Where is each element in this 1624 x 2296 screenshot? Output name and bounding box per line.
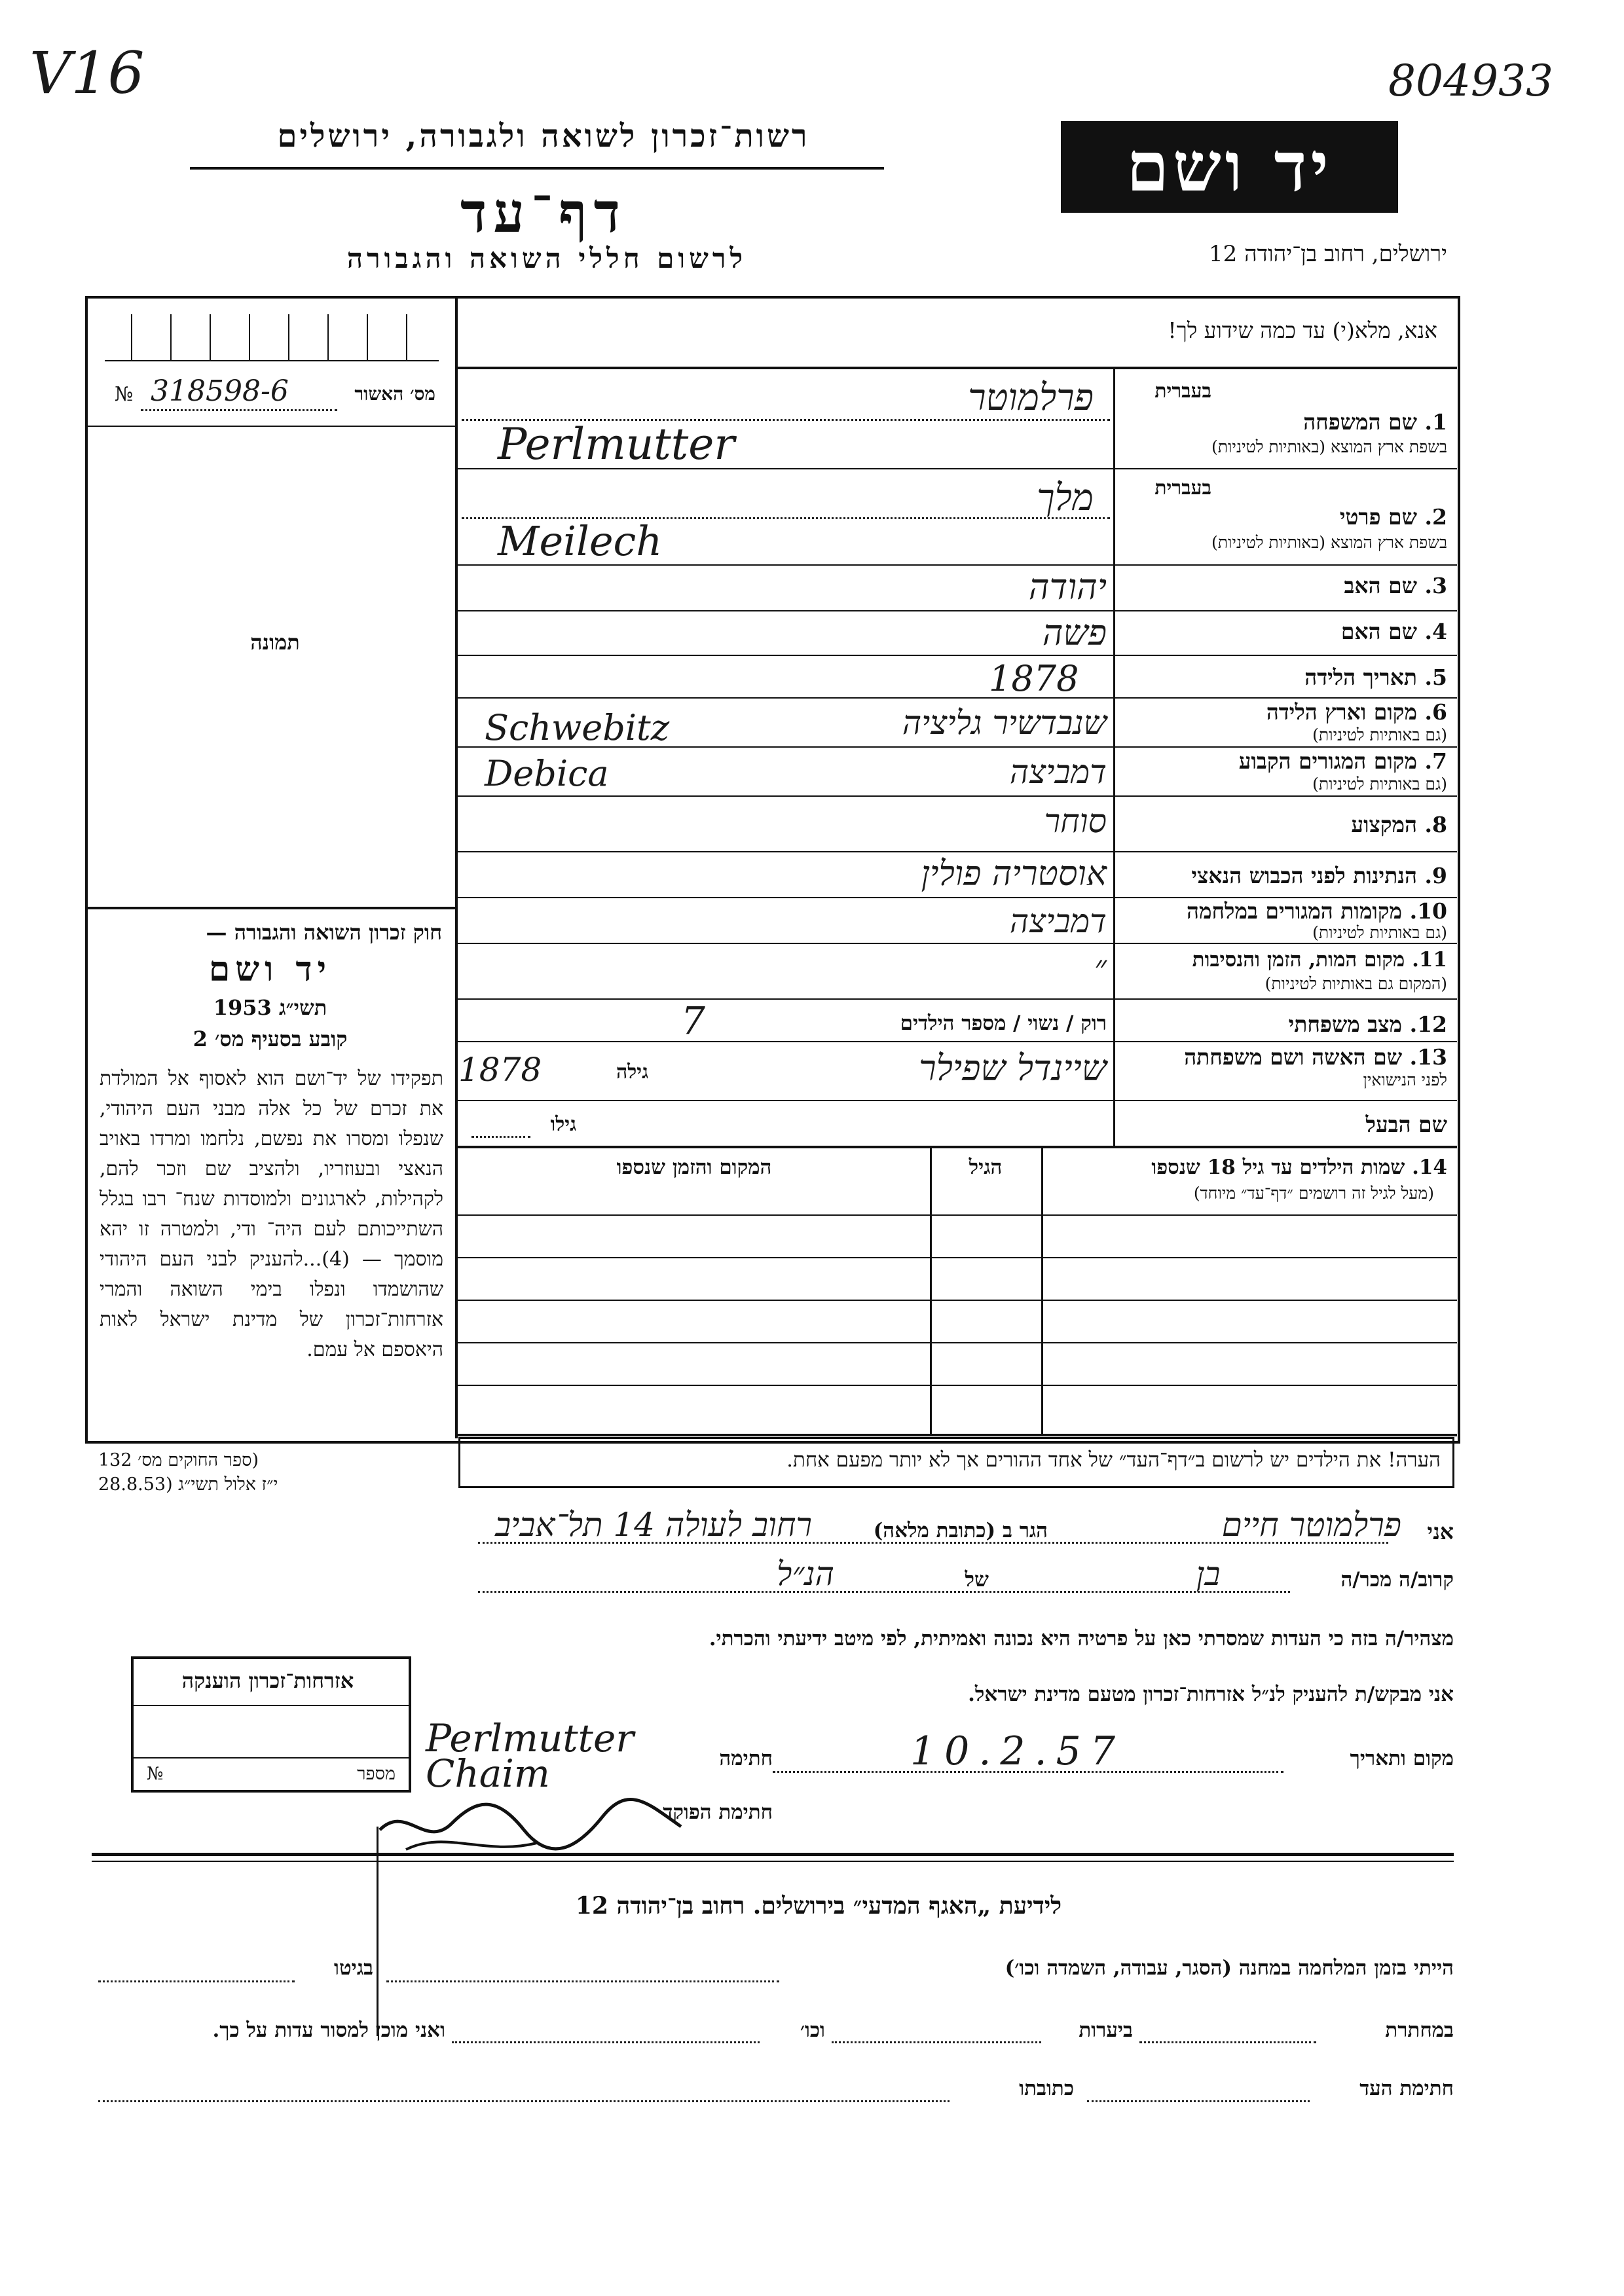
field-13-value: שיינדל שפילר	[919, 1048, 1107, 1089]
bottom-address-label: כתובתו	[1019, 2077, 1074, 2100]
children-hint: (מעל לגיל זה רושמים ״דף־עד״ מיוחד)	[1193, 1184, 1434, 1203]
field-2-hebrew-tag: בעברית	[1154, 477, 1211, 500]
field-8-label	[1120, 812, 1447, 838]
field-6-label	[1120, 699, 1447, 725]
photo-label: תמונה	[250, 630, 300, 655]
tick-strip	[105, 301, 439, 361]
field-3-num: 3.	[1424, 573, 1447, 598]
bottom-testify-label: ואני מוכן למסור עדות על כך.	[212, 2018, 445, 2042]
bottom-etc-label: וכו׳	[800, 2018, 825, 2042]
header-address: ירושלים, רחוב בן־יהודה 12	[1209, 241, 1447, 267]
field-3-label-text: שם האב	[1344, 573, 1418, 598]
field-13-age-label: גילה	[616, 1061, 648, 1084]
decl-request: אני מבקש/ת להעניק לנ״ל אזרחות־זכרון מטעם מדינת ישראל.	[968, 1683, 1454, 1706]
corner-mark-left: V16	[29, 39, 145, 107]
field-12-options: רוק / נשוי / מספר הילדים	[900, 1011, 1107, 1035]
bottom-forests-label: ביערות	[1079, 2018, 1133, 2042]
field-10-hint: (גם באותיות לטיניות)	[1312, 923, 1447, 942]
field-7-value-latin: Debica	[485, 753, 609, 794]
field-4-label	[1120, 619, 1447, 645]
decl-address-label: הגר ב (כתובת מלאה)	[873, 1519, 1048, 1542]
field-1-value-latin: Perlmutter	[498, 419, 735, 469]
field-13-label	[1120, 1044, 1447, 1070]
officer-signature-label: חתימת הפוקד	[663, 1800, 773, 1824]
decl-of-value: הנ״ל	[777, 1555, 834, 1593]
field-1-num: 1.	[1424, 409, 1447, 435]
bottom-camp-label: הייתי בזמן המלחמה במחנה (הסגר, עבודה, השמדה וכו׳)	[1005, 1956, 1454, 1980]
decl-signature-label: חתימה	[719, 1747, 773, 1770]
field-8-value: סוחר	[1044, 802, 1107, 840]
field-2-label-text: שם פרטי	[1339, 504, 1418, 530]
field-4-num: 4.	[1424, 619, 1447, 644]
intro-text: אנא, מלא(י) עד כמה שידוע לך!	[1168, 318, 1437, 343]
corner-mark-right: 804933	[1388, 56, 1553, 106]
children-place-header: המקום והזמן שנספו	[616, 1156, 772, 1179]
reg-number-prefix: №	[115, 383, 134, 406]
field-12-label	[1120, 1011, 1447, 1038]
field-1-hebrew-tag: בעברית	[1154, 380, 1211, 403]
field-1-label	[1172, 409, 1447, 435]
form-subtitle: לרשום חללי השואה והגבורה	[346, 242, 747, 274]
field-6-num: 6.	[1424, 699, 1447, 725]
form-title: דף־עד	[460, 180, 627, 245]
field-9-value: אוסטריה פולין	[921, 854, 1107, 894]
decl-signature-value: Perlmutter Chaim	[426, 1716, 635, 1796]
field-2-value-latin: Meilech	[498, 517, 663, 565]
law-clause: קובע בסעיף מס׳ 2	[193, 1027, 348, 1051]
bottom-ghetto-label: בגיטו	[334, 1956, 373, 1980]
field-13-hint: לפני הנישואין	[1363, 1070, 1447, 1089]
field-1-value-hebrew: פרלמוטר	[968, 376, 1094, 419]
law-year: תשי״ג 1953	[213, 995, 327, 1020]
field-4-label-text: שם האם	[1340, 619, 1418, 644]
yad-vashem-logo: יד ושם	[1061, 121, 1398, 213]
field-5-label-text: תאריך הלידה	[1304, 665, 1418, 690]
field-9-label	[1120, 863, 1447, 889]
field-1-hint: בשפת ארץ המוצא (באותיות לטיניות)	[1211, 437, 1447, 456]
field-3-value: יהודה	[1028, 566, 1107, 608]
field-1-label-text: שם המשפחה	[1303, 409, 1418, 435]
children-age-header: הגיל	[969, 1156, 1003, 1179]
citizenship-box-title: אזרחות־זכרון הוענקה	[181, 1668, 354, 1693]
field-8-label-text: המקצוע	[1351, 812, 1418, 837]
citizenship-box-number-label: מספר	[357, 1764, 396, 1784]
field-2-num: 2.	[1424, 504, 1447, 530]
field-10-value: דמביצה	[1009, 902, 1107, 940]
field-2-value-hebrew: מלך	[1037, 477, 1094, 519]
field-6-value-latin: Schwebitz	[485, 707, 670, 748]
field-11-value: ״	[1094, 948, 1107, 986]
law-text: תפקידו של יד־ושם הוא לאסוף אל המולדת את זכרם של כל אלה מבני העם היהודי, שנפלו ומסרו את נפשם, נלחמו ומרדו באויב הנאצי ובעוזריו, ולהציב שם וזכר להם, לקהילות, לארגונים ולמוסדות שנח־ רבו בגלל השתייכותם לעם היה־ ודי, ולמטרה זו יהא מוסמך — (4)...להעניק לבני העם היהודי שהושמדו ונפלו בימי השואה והמרי אזרחות־זכרון של מדינת ישראל לאות היאספם אל עמם.	[100, 1067, 444, 1361]
field-12-label-text: מצב משפחתי	[1288, 1011, 1403, 1037]
decl-place-date-label: מקום ותאריך	[1350, 1747, 1454, 1770]
field-13-age-value: 1878	[458, 1051, 542, 1089]
reg-number-value: 318598-6	[151, 374, 289, 408]
field-11-label-text: מקום המות, הזמן והנסיבות	[1192, 948, 1405, 972]
bottom-title: לידיעת „האגף המדעי״ בירושלים. רחוב בן־יהודה 12	[575, 1892, 1062, 1920]
field-12-value: 7	[681, 998, 705, 1043]
field-3-label	[1120, 573, 1447, 599]
field-4-value: פשה	[1042, 612, 1107, 653]
field-9-num: 9.	[1424, 863, 1447, 888]
field-10-label	[1120, 898, 1447, 924]
decl-relation-value: בן	[1196, 1555, 1221, 1593]
citizenship-box-prefix: №	[147, 1764, 164, 1784]
bottom-underground-label: במחתרת	[1385, 2018, 1454, 2042]
decl-of-label: של	[965, 1568, 989, 1592]
field-11-num: 11.	[1412, 948, 1447, 972]
law-name: יד ושם	[208, 949, 332, 989]
field-6-label-text: מקום וארץ הלידה	[1266, 699, 1418, 725]
field-7-label	[1120, 748, 1447, 774]
decl-statement: מצהיר/ה בזה כי העדות שמסרתי כאן על פרטיה היא נכונה ואמיתית, לפי מיטב ידיעתי והכרתי.	[709, 1627, 1454, 1650]
field-7-value-hebrew: דמביצה	[1009, 753, 1107, 791]
field-8-num: 8.	[1424, 812, 1447, 837]
field-10-label-text: מקומות המגורים במלחמה	[1186, 898, 1403, 924]
field-6-value-hebrew: שנבדשיר גליציה	[902, 704, 1107, 742]
authority-title: רשות־זכרון לשואה ולגבורה, ירושלים	[277, 118, 810, 155]
field-5-num: 5.	[1424, 665, 1447, 690]
law-reference-1: (ספר החוקים מס׳ 132	[98, 1450, 259, 1470]
field-5-value: 1878	[989, 658, 1079, 699]
field-11-label	[1120, 948, 1447, 972]
law-title: חוק זכרון השואה והגבורה —	[206, 920, 442, 945]
field-9-label-text: הנתינות לפני הכבוש הנאצי	[1191, 863, 1418, 888]
decl-place-date-value: 10.2.57	[910, 1728, 1125, 1774]
field-12-num: 12.	[1409, 1011, 1447, 1037]
field-husband-age-label: גילו	[550, 1113, 576, 1136]
note-text: הערה! את הילדים יש לרשום ב״דף־העד״ של אחד ההורים אך לא יותר מפעם אחת.	[786, 1448, 1441, 1472]
children-label: 14. שמות הילדים עד גיל 18 שנספו	[1151, 1156, 1447, 1179]
reg-number-label: מס׳ האשור	[354, 383, 435, 405]
field-7-num: 7.	[1424, 748, 1447, 774]
field-husband-label: שם הבעל	[1365, 1112, 1447, 1137]
officer-signature-scribble	[367, 1791, 694, 1863]
field-13-label-text: שם האשה ושם משפחתה	[1184, 1044, 1403, 1070]
law-reference-2: י״ז אלול תשי״ג (28.8.53	[98, 1474, 278, 1495]
decl-address-value: רחוב לעולה 14 תל־אביב	[495, 1506, 812, 1544]
decl-name-value: פרלמוטר חיים	[1221, 1506, 1401, 1544]
field-7-label-text: מקום המגורים הקבוע	[1238, 748, 1418, 774]
field-6-hint: (גם באותיות לטיניות)	[1312, 725, 1447, 744]
field-7-hint: (גם באותיות לטיניות)	[1312, 774, 1447, 793]
field-11-hint: (המקום גם באותיות לטיניות)	[1264, 974, 1447, 993]
field-10-num: 10.	[1409, 898, 1447, 924]
field-2-hint: בשפת ארץ המוצא (באותיות לטיניות)	[1211, 533, 1447, 552]
citizenship-box	[131, 1656, 411, 1793]
decl-i-label: אני	[1427, 1519, 1454, 1544]
field-2-label	[1172, 504, 1447, 530]
field-13-num: 13.	[1409, 1044, 1447, 1070]
decl-relation-label: קרוב/ה מכר/ה	[1340, 1568, 1454, 1592]
bottom-witness-signature-label: חתימת העד	[1359, 2077, 1454, 2100]
field-5-label	[1120, 665, 1447, 691]
